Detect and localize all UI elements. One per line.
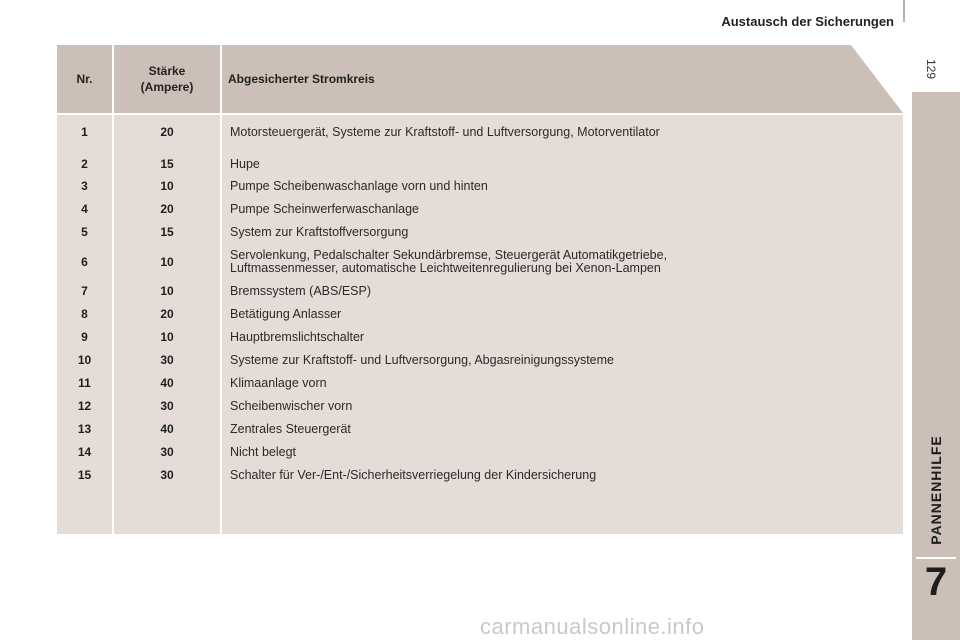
watermark: carmanualsonline.info	[480, 614, 705, 639]
fuse-circuit-line: Pumpe Scheibenwaschanlage vorn und hinten	[230, 178, 488, 193]
table-row	[57, 349, 903, 371]
fuse-number: 10	[77, 353, 92, 367]
header-corner-cut	[851, 45, 903, 113]
fuse-amperage: 20	[160, 202, 174, 216]
fuse-number: 11	[78, 376, 91, 390]
table-row	[57, 245, 903, 279]
fuse-table	[57, 45, 903, 534]
table-row	[57, 175, 903, 197]
fuse-circuit-line: Scheibenwischer vorn	[230, 398, 353, 413]
table-row	[57, 153, 903, 175]
fuse-circuit-line: Luftmassenmesser, automatische Leichtweitenregulierung bei Xenon-Lampen	[230, 261, 661, 275]
fuse-circuit	[230, 469, 596, 482]
fuse-number: 6	[81, 255, 88, 269]
fuse-circuit	[230, 446, 296, 459]
table-row	[57, 326, 903, 348]
fuse-amperage: 20	[160, 307, 174, 321]
table-body	[57, 115, 903, 534]
fuse-circuit	[230, 331, 364, 344]
fuse-circuit	[230, 423, 351, 436]
fuse-circuit-line: Hauptbremslichtschalter	[230, 329, 365, 344]
fuse-circuit-line: Pumpe Scheinwerferwaschanlage	[230, 201, 419, 216]
header-amperage-line1: Stärke	[148, 64, 186, 78]
fuse-circuit-line: Klimaanlage vorn	[230, 375, 327, 390]
fuse-circuit	[230, 249, 667, 275]
fuse-number: 13	[77, 422, 92, 436]
fuse-amperage: 30	[160, 399, 174, 413]
fuse-circuit	[230, 377, 327, 390]
fuse-number: 8	[81, 307, 88, 321]
fuse-amperage: 10	[160, 255, 174, 269]
fuse-circuit	[230, 158, 260, 171]
table-row	[57, 198, 903, 220]
table-header	[57, 45, 903, 113]
fuse-number: 4	[81, 202, 88, 216]
section-label: PANNENHILFE	[928, 435, 944, 545]
fuse-circuit-line: Motorsteuergerät, Systeme zur Kraftstoff- und Luftversorgung, Motorventilator	[230, 124, 660, 139]
fuse-circuit-line: Nicht belegt	[230, 444, 297, 459]
table-row	[57, 221, 903, 243]
fuse-amperage: 15	[160, 157, 174, 171]
table-row	[57, 464, 903, 486]
fuse-amperage: 40	[160, 422, 174, 436]
fuse-circuit-line: System zur Kraftstoffversorgung	[230, 224, 409, 239]
fuse-number: 1	[81, 125, 88, 139]
fuse-circuit	[230, 400, 352, 413]
table-row	[57, 395, 903, 417]
fuse-circuit-line: Zentrales Steuergerät	[230, 421, 351, 436]
fuse-number: 12	[77, 399, 92, 413]
fuse-number: 2	[81, 157, 88, 171]
table-row	[57, 121, 903, 143]
chapter-number: 7	[924, 560, 948, 604]
table-row	[57, 303, 903, 325]
fuse-number: 9	[81, 330, 88, 344]
fuse-circuit-line: Hupe	[230, 156, 260, 171]
fuse-circuit-line: Systeme zur Kraftstoff- und Luftversorgung, Abgasreinigungssysteme	[230, 352, 614, 367]
fuse-number: 14	[77, 445, 92, 459]
fuse-amperage: 30	[160, 468, 174, 482]
table-row	[57, 441, 903, 463]
fuse-circuit	[230, 285, 371, 298]
header-nr: Nr.	[76, 72, 93, 86]
header-amperage	[114, 45, 220, 113]
page-number: 129	[924, 58, 938, 80]
fuse-number: 3	[81, 179, 88, 193]
fuse-circuit-line: Betätigung Anlasser	[230, 306, 342, 321]
fuse-amperage: 10	[160, 330, 174, 344]
fuse-circuit-line: Servolenkung, Pedalschalter Sekundärbremse, Steuergerät Automatikgetriebe,	[230, 248, 668, 262]
page-title: Austausch der Sicherungen	[721, 14, 894, 29]
fuse-amperage: 10	[160, 284, 174, 298]
fuse-amperage: 30	[160, 353, 174, 367]
fuse-amperage: 30	[160, 445, 174, 459]
fuse-number: 15	[77, 468, 92, 482]
fuse-circuit	[230, 308, 341, 321]
fuse-amperage: 40	[160, 376, 174, 390]
table-row	[57, 372, 903, 394]
fuse-circuit	[230, 226, 408, 239]
fuse-circuit	[230, 354, 614, 367]
fuse-circuit	[230, 180, 488, 193]
header-circuit: Abgesicherter Stromkreis	[228, 72, 375, 86]
fuse-amperage: 10	[160, 179, 174, 193]
fuse-amperage: 20	[160, 125, 174, 139]
table-row	[57, 418, 903, 440]
section-divider	[916, 557, 956, 559]
header-amperage-line2: (Ampere)	[140, 80, 194, 94]
fuse-circuit	[230, 126, 660, 139]
fuse-circuit-line: Bremssystem (ABS/ESP)	[230, 283, 371, 298]
fuse-circuit	[230, 203, 419, 216]
fuse-number: 5	[81, 225, 88, 239]
column-separator	[220, 45, 222, 113]
header-rule	[903, 0, 905, 22]
fuse-number: 7	[81, 284, 88, 298]
fuse-circuit-line: Schalter für Ver-/Ent-/Sicherheitsverriegelung der Kindersicherung	[230, 467, 597, 482]
fuse-amperage: 15	[160, 225, 174, 239]
table-row	[57, 280, 903, 302]
